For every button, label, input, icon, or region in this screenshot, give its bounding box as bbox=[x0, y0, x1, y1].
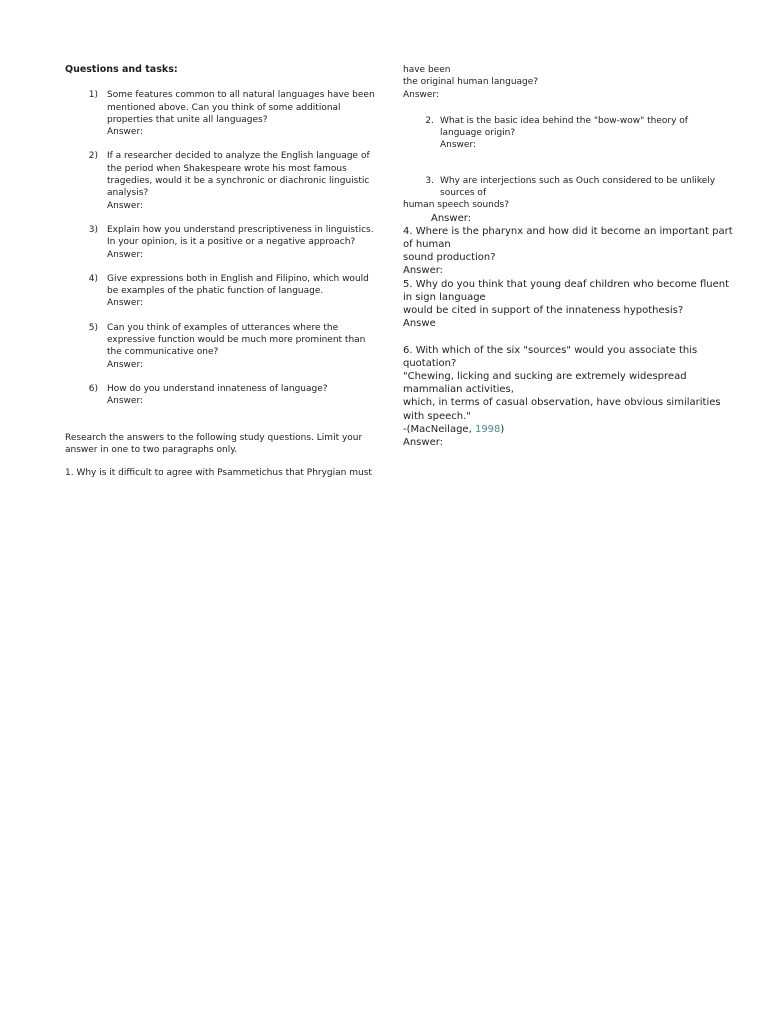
question-text: What is the basic idea behind the "bow-wow" theory of language origin? bbox=[440, 115, 688, 139]
study-question-1-continued: the original human language? bbox=[403, 77, 539, 88]
question-5: 5. Why do you think that young deaf children who become fluent in sign language bbox=[403, 278, 729, 303]
right-column bbox=[403, 64, 733, 449]
answer-label: Answer: bbox=[107, 298, 144, 309]
question-text: Explain how you understand prescriptiveness in linguistics. In your opinion, is it a positive or a negative approach? bbox=[107, 224, 374, 248]
item-number: 2) bbox=[88, 151, 98, 162]
question-6: 6. With which of the six "sources" would you associate this quotation? bbox=[403, 344, 698, 369]
question-text: Can you think of examples of utterances where the expressive function would be much more prominent than the communicative one? bbox=[107, 322, 366, 358]
answer-label: Answer: bbox=[440, 140, 477, 151]
item-number: 5) bbox=[88, 322, 98, 333]
item-number: 3. bbox=[425, 175, 434, 186]
quotation-line: which, in terms of casual observation, have obvious similarities with speech." bbox=[403, 397, 721, 422]
list-item bbox=[403, 175, 733, 200]
answer-label: Answer: bbox=[403, 436, 444, 448]
list-item bbox=[65, 322, 377, 371]
citation-year-link[interactable]: 1998 bbox=[474, 423, 501, 435]
answer-label: Answer: bbox=[403, 265, 444, 277]
item-number: 2. bbox=[425, 115, 434, 126]
list-item bbox=[65, 150, 377, 211]
item-number: 3) bbox=[88, 224, 98, 235]
item-number: 6) bbox=[88, 383, 98, 394]
question-text: How do you understand innateness of language? bbox=[107, 383, 328, 394]
question-4-continued: sound production? bbox=[403, 252, 496, 264]
answer-label: Answer: bbox=[107, 249, 144, 260]
answer-label: Answer: bbox=[107, 359, 144, 370]
quotation-line: "Chewing, licking and sucking are extremely widespread mammalian activities, bbox=[403, 370, 687, 396]
left-column bbox=[65, 64, 377, 479]
study-question-1: 1. Why is it difficult to agree with Psammetichus that Phrygian must bbox=[65, 468, 372, 479]
answer-label: Answer: bbox=[403, 89, 440, 100]
item-number: 1) bbox=[88, 90, 98, 101]
question-text: If a researcher decided to analyze the English language of the period when Shakespeare wrote his most famous tragedies, would it be a synchronic or diachronic linguistic analysis? bbox=[107, 151, 370, 199]
list-item bbox=[403, 115, 733, 152]
questions-heading: Questions and tasks: bbox=[65, 64, 178, 75]
item-number: 4) bbox=[88, 273, 98, 284]
citation-prefix: -(MacNeilage, bbox=[403, 423, 475, 435]
answer-label: Answer: bbox=[107, 127, 144, 138]
answer-label: Answer: bbox=[107, 396, 144, 407]
list-item bbox=[65, 383, 377, 408]
citation-suffix: ) bbox=[500, 423, 505, 435]
list-item bbox=[65, 89, 377, 138]
answer-label: Answer: bbox=[431, 212, 472, 224]
question-text: Some features common to all natural languages have been mentioned above. Can you think of some additional properties that unite all languages? bbox=[107, 90, 375, 125]
question-text: Give expressions both in English and Filipino, which would be examples of the phatic function of language. bbox=[107, 273, 369, 297]
research-instructions: Research the answers to the following study questions. Limit your answer in one to two paragraphs only. bbox=[65, 432, 363, 455]
list-item bbox=[65, 224, 377, 261]
question-text: Why are interjections such as Ouch considered to be unlikely sources of bbox=[440, 175, 716, 199]
question-4: 4. Where is the pharynx and how did it become an important part of human bbox=[403, 225, 733, 251]
question-text-continued: human speech sounds? bbox=[403, 200, 510, 211]
list-item bbox=[65, 273, 377, 310]
citation bbox=[403, 423, 733, 436]
question-5-continued: would be cited in support of the innateness hypothesis? bbox=[403, 305, 684, 317]
answer-label: Answer: bbox=[107, 200, 144, 211]
answer-label: Answe bbox=[403, 318, 436, 330]
study-question-1-continued: have been bbox=[403, 65, 451, 75]
